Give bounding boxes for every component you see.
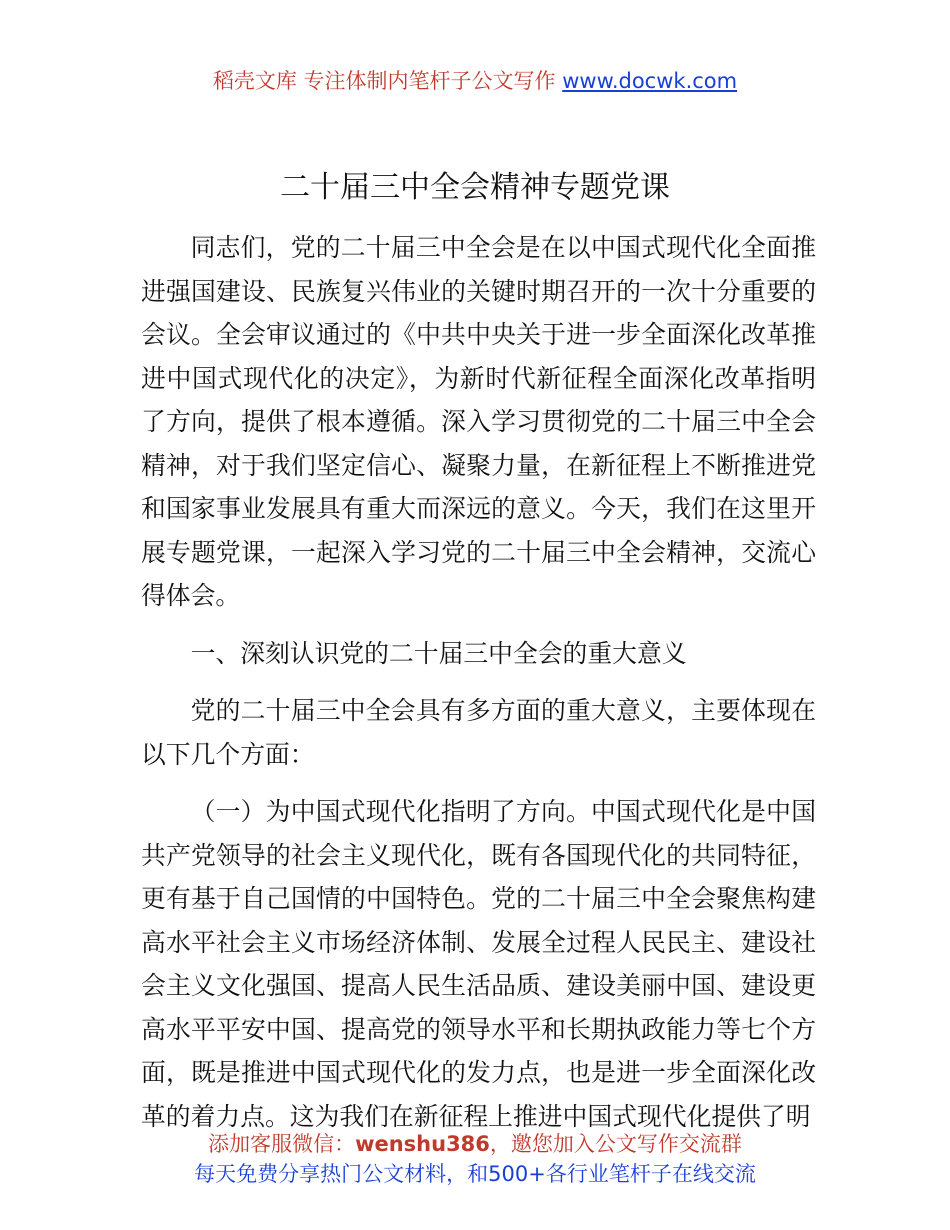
paragraph-point-1: （一）为中国式现代化指明了方向。中国式现代化是中国共产党领导的社会主义现代化，既有各国现代化的共同特征，更有基于自己国情的中国特色。党的二十届三中全会聚焦构建高水平社会主义市场经济体制、发展全过程人民民主、建设社会主义文化强国、提高人民生活品质、建设美丽中国、建设更高水平平安中国、提高党的领导水平和长期执政能力等七个方面，既是推进中国式现代化的发力点，也是进一步全面深化改革的着力点。这为我们在新征程上推进中国式现代化提供了明 [141,797,816,1131]
footer-wechat-prefix: 添加客服微信： [208,1132,356,1156]
footer-wechat-id: wenshu386 [355,1132,490,1156]
footer-wechat-suffix: ，邀您加入公文写作交流群 [489,1132,742,1156]
document-body [141,226,816,1138]
footer-wechat-line [0,1129,950,1159]
site-slogan: 稻壳文库 专注体制内笔杆子公文写作 [212,69,563,93]
footer-promo-line: 每天免费分享热门公文材料，和500+各行业笔杆子在线交流 [194,1162,756,1186]
document-title: 二十届三中全会精神专题党课 [280,170,670,205]
site-url-link[interactable]: www.docwk.com [562,69,738,93]
paragraph-intro: 同志们，党的二十届三中全会是在以中国式现代化全面推进强国建设、民族复兴伟业的关键时期召开的一次十分重要的会议。全会审议通过的《中共中央关于进一步全面深化改革推进中国式现代化的决定》，为新时代新征程全面深化改革指明了方向，提供了根本遵循。深入学习贯彻党的二十届三中全会精神，对于我们坚定信心、凝聚力量，在新征程上不断推进党和国家事业发展具有重大而深远的意义。今天，我们在这里开展专题党课，一起深入学习党的二十届三中全会精神，交流心得体会。 [141,233,816,610]
site-header [0,66,950,96]
section-heading-1: 一、深刻认识党的二十届三中全会的重大意义 [190,638,687,668]
paragraph-section-1-intro: 党的二十届三中全会具有多方面的重大意义，主要体现在以下几个方面： [141,696,816,769]
